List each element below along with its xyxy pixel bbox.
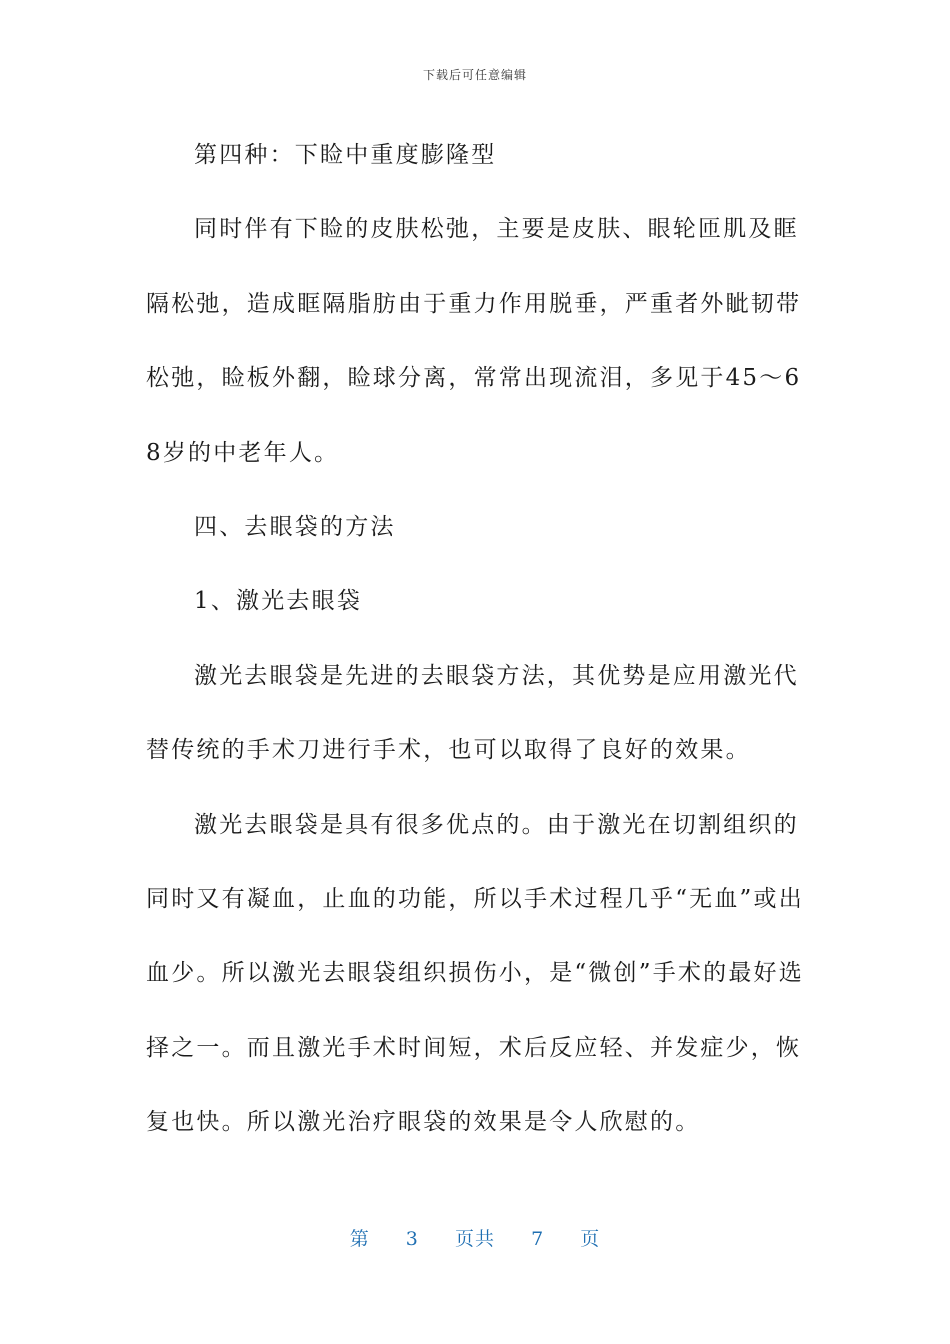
paragraph-type-four-description: 同时伴有下睑的皮肤松弛，主要是皮肤、眼轮匝肌及眶隔松弛，造成眶隔脂肪由于重力作用脱垂，严重者外眦韧带松弛，睑板外翻，睑球分离，常常出现流泪，多见于45～68岁的中老年人。 — [146, 216, 802, 466]
subheading-laser: 1、激光去眼袋 — [194, 588, 363, 615]
paragraph-laser-advantages: 激光去眼袋是具有很多优点的。由于激光在切割组织的同时又有凝血，止血的功能，所以手术过程几乎“无血”或出血少。所以激光去眼袋组织损伤小，是“微创”手术的最好选择之一。而且激光手术时间短，术后反应轻、并发症少，恢复也快。所以激光治疗眼袋的效果是令人欣慰的。 — [146, 811, 804, 1136]
footer-current-page: 3 — [405, 1228, 419, 1250]
section-heading-type-four: 第四种：下睑中重度膨隆型 — [194, 142, 497, 168]
footer-middle: 页共 — [454, 1228, 495, 1250]
page-header: 下载后可任意编辑 — [422, 68, 527, 82]
document-body — [146, 118, 804, 1160]
footer-suffix: 页 — [580, 1228, 601, 1250]
footer-prefix: 第 — [349, 1228, 370, 1250]
section-heading-methods: 四、去眼袋的方法 — [194, 514, 396, 541]
footer-total-pages: 7 — [531, 1228, 545, 1250]
page-footer — [0, 1224, 950, 1251]
paragraph-laser-intro: 激光去眼袋是先进的去眼袋方法，其优势是应用激光代替传统的手术刀进行手术，也可以取得了良好的效果。 — [146, 662, 799, 764]
